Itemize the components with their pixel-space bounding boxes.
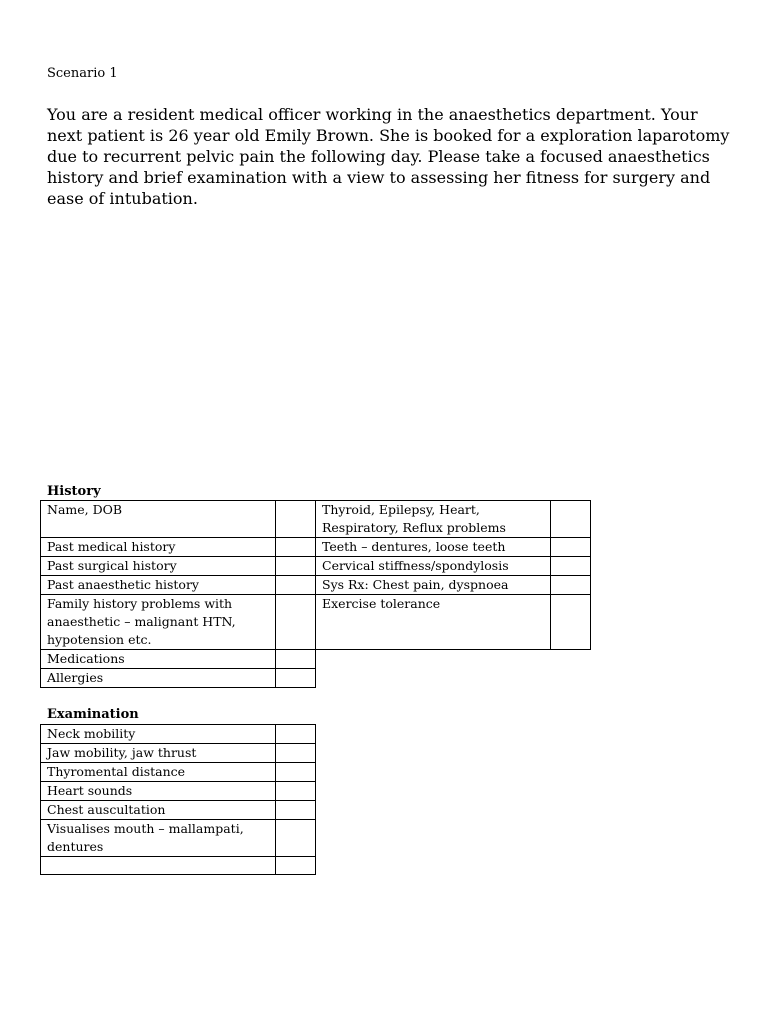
checklist-row — [41, 650, 316, 669]
checklist-tick-box[interactable] — [276, 538, 316, 557]
checklist-tick-box[interactable] — [276, 763, 316, 782]
checklist-item-blank[interactable] — [41, 857, 276, 875]
checklist-tick-box[interactable] — [276, 857, 316, 875]
checklist-row — [316, 576, 591, 595]
checklist-tick-box[interactable] — [276, 744, 316, 763]
checklist-item-jaw-mobility: Jaw mobility, jaw thrust — [41, 744, 276, 763]
checklist-tick-box[interactable] — [276, 650, 316, 669]
checklist-tick-box[interactable] — [551, 538, 591, 557]
checklist-row — [316, 595, 591, 650]
checklist-row — [316, 501, 591, 538]
checklist-item-allergies: Allergies — [41, 669, 276, 688]
history-right-checklist-table — [315, 500, 591, 650]
checklist-item-thyroid-epilepsy: Thyroid, Epilepsy, Heart, Respiratory, Reflux problems — [316, 501, 551, 538]
checklist-row — [41, 763, 316, 782]
checklist-tick-box[interactable] — [276, 595, 316, 650]
checklist-item-teeth: Teeth – dentures, loose teeth — [316, 538, 551, 557]
checklist-item-past-medical-history: Past medical history — [41, 538, 276, 557]
checklist-tick-box[interactable] — [276, 557, 316, 576]
checklist-tick-box[interactable] — [551, 595, 591, 650]
history-left-checklist-table — [40, 500, 316, 688]
checklist-row — [41, 557, 316, 576]
checklist-row — [316, 538, 591, 557]
checklist-tick-box[interactable] — [276, 576, 316, 595]
checklist-tick-box[interactable] — [551, 576, 591, 595]
checklist-row — [41, 538, 316, 557]
checklist-row — [41, 820, 316, 857]
examination-section-title: Examination — [47, 707, 139, 722]
checklist-tick-box[interactable] — [551, 557, 591, 576]
checklist-item-chest-auscultation: Chest auscultation — [41, 801, 276, 820]
checklist-item-sys-rx: Sys Rx: Chest pain, dyspnoea — [316, 576, 551, 595]
checklist-item-past-anaesthetic-history: Past anaesthetic history — [41, 576, 276, 595]
checklist-item-thyromental-distance: Thyromental distance — [41, 763, 276, 782]
checklist-tick-box[interactable] — [276, 501, 316, 538]
history-section-title: History — [47, 484, 101, 499]
checklist-item-family-history: Family history problems with anaesthetic – malignant HTN, hypotension etc. — [41, 595, 276, 650]
checklist-item-medications: Medications — [41, 650, 276, 669]
scenario-intro-text: You are a resident medical officer working in the anaesthetics department. Your next patient is 26 year old Emily Brown. She is booked for a exploration laparotomy due to recurrent pelvic pain the following day. Please take a focused anaesthetics history and brief examination with a view to assessing her fitness for surgery and ease of intubation. — [47, 105, 730, 208]
checklist-row — [41, 576, 316, 595]
checklist-row — [41, 782, 316, 801]
checklist-row — [41, 744, 316, 763]
checklist-item-cervical-stiffness: Cervical stiffness/spondylosis — [316, 557, 551, 576]
checklist-tick-box[interactable] — [276, 782, 316, 801]
checklist-item-past-surgical-history: Past surgical history — [41, 557, 276, 576]
checklist-item-heart-sounds: Heart sounds — [41, 782, 276, 801]
examination-checklist-table — [40, 724, 316, 875]
checklist-row — [41, 595, 316, 650]
checklist-row — [316, 557, 591, 576]
checklist-item-neck-mobility: Neck mobility — [41, 725, 276, 744]
checklist-item-name-dob: Name, DOB — [41, 501, 276, 538]
checklist-row — [41, 501, 316, 538]
checklist-tick-box[interactable] — [276, 801, 316, 820]
checklist-tick-box[interactable] — [276, 669, 316, 688]
checklist-row — [41, 857, 316, 875]
checklist-item-exercise-tolerance: Exercise tolerance — [316, 595, 551, 650]
checklist-row — [41, 725, 316, 744]
scenario-heading: Scenario 1 — [47, 66, 118, 81]
checklist-tick-box[interactable] — [276, 725, 316, 744]
checklist-row — [41, 801, 316, 820]
checklist-item-visualises-mouth: Visualises mouth – mallampati, dentures — [41, 820, 276, 857]
checklist-row — [41, 669, 316, 688]
checklist-tick-box[interactable] — [551, 501, 591, 538]
checklist-tick-box[interactable] — [276, 820, 316, 857]
